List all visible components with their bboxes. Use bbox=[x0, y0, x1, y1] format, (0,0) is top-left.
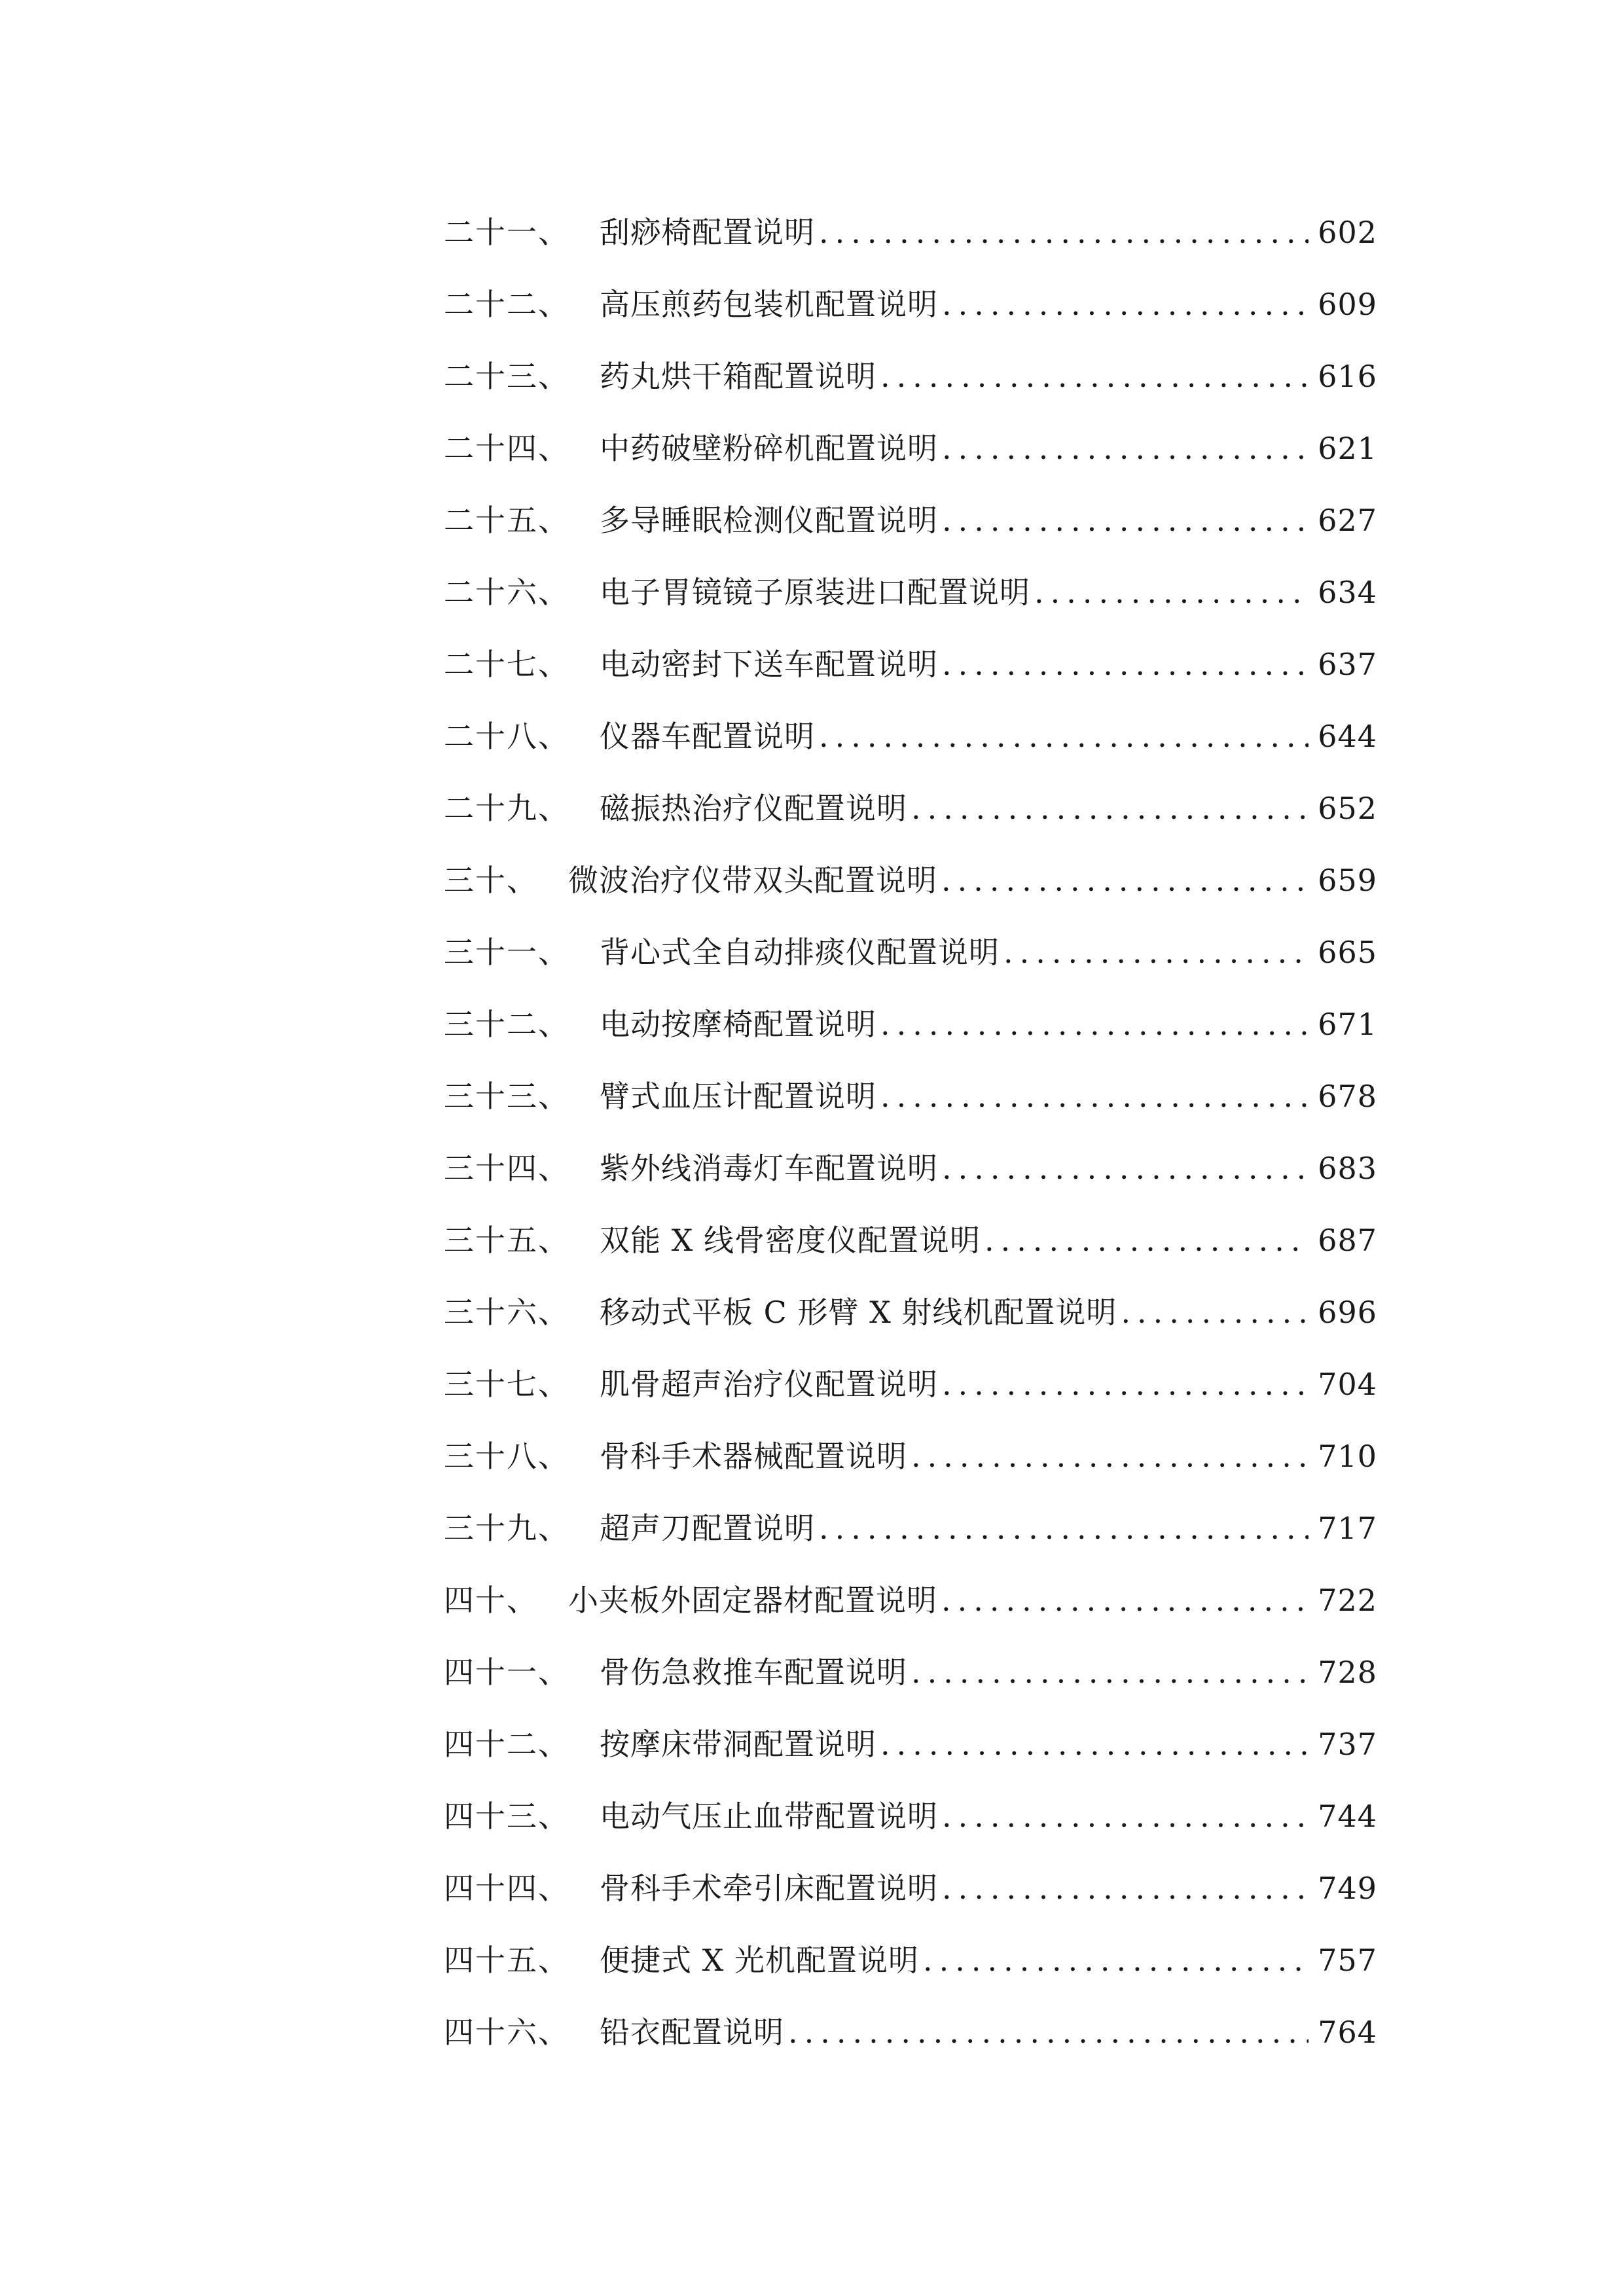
toc-entry-title: 肌骨超声治疗仪配置说明 bbox=[600, 1367, 938, 1402]
toc-entry-page: 634 bbox=[1318, 575, 1377, 610]
toc-entry-number: 二十五、 bbox=[444, 503, 569, 538]
toc-entry-page: 644 bbox=[1318, 719, 1377, 754]
toc-entry-number: 三十五、 bbox=[444, 1223, 569, 1258]
toc-entry-title: 超声刀配置说明 bbox=[600, 1511, 815, 1546]
toc-entry-page: 652 bbox=[1318, 791, 1377, 826]
toc-entry-number: 四十、 bbox=[444, 1583, 538, 1618]
toc-entry-title: 药丸烘干箱配置说明 bbox=[600, 359, 876, 394]
toc-entry[interactable] bbox=[444, 1564, 1377, 1636]
toc-entry-page: 749 bbox=[1318, 1871, 1377, 1906]
toc-entry-number: 二十二、 bbox=[444, 287, 569, 322]
toc-entry[interactable] bbox=[444, 1996, 1377, 2068]
dot-leader bbox=[819, 700, 1308, 772]
dot-leader bbox=[942, 1780, 1308, 1852]
toc-entry-page: 744 bbox=[1318, 1799, 1377, 1834]
dot-leader bbox=[911, 772, 1308, 844]
dot-leader bbox=[788, 1996, 1308, 2068]
toc-entry-page: 710 bbox=[1318, 1439, 1377, 1474]
toc-entry-page: 696 bbox=[1318, 1295, 1377, 1330]
dot-leader bbox=[942, 1132, 1308, 1204]
toc-entry-number: 三十三、 bbox=[444, 1079, 569, 1114]
toc-entry[interactable] bbox=[444, 1780, 1377, 1852]
toc-entry[interactable] bbox=[444, 412, 1377, 484]
toc-entry-number: 三十六、 bbox=[444, 1295, 569, 1330]
toc-entry[interactable] bbox=[444, 1708, 1377, 1780]
toc-entry-number: 四十一、 bbox=[444, 1655, 569, 1690]
toc-entry[interactable] bbox=[444, 340, 1377, 412]
toc-entry[interactable] bbox=[444, 1636, 1377, 1708]
toc-entry-number: 二十九、 bbox=[444, 791, 569, 826]
toc-entry-title: 移动式平板 C 形臂 X 射线机配置说明 bbox=[600, 1295, 1117, 1330]
toc-entry-number: 三十、 bbox=[444, 863, 538, 898]
dot-leader bbox=[942, 628, 1308, 700]
dot-leader bbox=[942, 1852, 1308, 1924]
dot-leader bbox=[880, 1060, 1308, 1132]
toc-entry[interactable] bbox=[444, 772, 1377, 844]
dot-leader bbox=[911, 1420, 1308, 1492]
toc-entry-page: 637 bbox=[1318, 647, 1377, 682]
toc-entry-title: 臂式血压计配置说明 bbox=[600, 1079, 876, 1114]
toc-entry-title: 电动密封下送车配置说明 bbox=[600, 647, 938, 682]
dot-leader bbox=[1034, 556, 1308, 628]
dot-leader bbox=[942, 484, 1308, 556]
toc-entry-title: 骨伤急救推车配置说明 bbox=[600, 1655, 907, 1690]
toc-entry-title: 双能 X 线骨密度仪配置说明 bbox=[600, 1223, 981, 1258]
toc-entry-page: 704 bbox=[1318, 1367, 1377, 1402]
toc-entry-page: 671 bbox=[1318, 1007, 1377, 1042]
toc-entry-title: 仪器车配置说明 bbox=[600, 719, 815, 754]
dot-leader bbox=[942, 412, 1308, 484]
toc-entry-page: 764 bbox=[1318, 2015, 1377, 2050]
toc-entry[interactable] bbox=[444, 196, 1377, 268]
toc-entry[interactable] bbox=[444, 1204, 1377, 1276]
toc-entry[interactable] bbox=[444, 988, 1377, 1060]
toc-entry-page: 665 bbox=[1318, 935, 1377, 970]
toc-entry[interactable] bbox=[444, 1348, 1377, 1420]
toc-entry[interactable] bbox=[444, 628, 1377, 700]
toc-entry-page: 737 bbox=[1318, 1727, 1377, 1762]
toc-entry-number: 三十四、 bbox=[444, 1151, 569, 1186]
toc-entry-title: 骨科手术牵引床配置说明 bbox=[600, 1871, 938, 1906]
toc-entry-title: 高压煎药包装机配置说明 bbox=[600, 287, 938, 322]
toc-entry-page: 621 bbox=[1318, 431, 1377, 466]
toc-entry-page: 757 bbox=[1318, 1943, 1377, 1978]
dot-leader bbox=[941, 844, 1308, 916]
toc-entry-title: 电子胃镜镜子原装进口配置说明 bbox=[600, 575, 1030, 610]
toc-entry-number: 二十八、 bbox=[444, 719, 569, 754]
toc-entry-title: 便捷式 X 光机配置说明 bbox=[600, 1943, 919, 1978]
toc-entry-title: 电动气压止血带配置说明 bbox=[600, 1799, 938, 1834]
toc-entry[interactable] bbox=[444, 1132, 1377, 1204]
table-of-contents bbox=[444, 196, 1377, 2068]
toc-entry-title: 电动按摩椅配置说明 bbox=[600, 1007, 876, 1042]
toc-entry-page: 602 bbox=[1318, 215, 1377, 250]
toc-entry-page: 627 bbox=[1318, 503, 1377, 538]
toc-entry-title: 骨科手术器械配置说明 bbox=[600, 1439, 907, 1474]
toc-entry[interactable] bbox=[444, 1492, 1377, 1564]
toc-entry-page: 678 bbox=[1318, 1079, 1377, 1114]
toc-entry-number: 四十五、 bbox=[444, 1943, 569, 1978]
toc-entry[interactable] bbox=[444, 844, 1377, 916]
toc-entry-number: 三十八、 bbox=[444, 1439, 569, 1474]
toc-entry-page: 616 bbox=[1318, 359, 1377, 394]
toc-entry-title: 多导睡眠检测仪配置说明 bbox=[600, 503, 938, 538]
toc-entry[interactable] bbox=[444, 1276, 1377, 1348]
toc-entry-number: 四十二、 bbox=[444, 1727, 569, 1762]
toc-entry[interactable] bbox=[444, 916, 1377, 988]
toc-entry-number: 三十九、 bbox=[444, 1511, 569, 1546]
toc-entry-title: 按摩床带洞配置说明 bbox=[600, 1727, 876, 1762]
toc-entry[interactable] bbox=[444, 1924, 1377, 1996]
dot-leader bbox=[942, 268, 1308, 340]
toc-entry-page: 683 bbox=[1318, 1151, 1377, 1186]
toc-entry-number: 三十七、 bbox=[444, 1367, 569, 1402]
dot-leader bbox=[984, 1204, 1308, 1276]
toc-entry-number: 二十七、 bbox=[444, 647, 569, 682]
toc-entry-title: 中药破壁粉碎机配置说明 bbox=[600, 431, 938, 466]
toc-entry-page: 609 bbox=[1318, 287, 1377, 322]
dot-leader bbox=[911, 1636, 1308, 1708]
dot-leader bbox=[941, 1564, 1308, 1636]
toc-entry-number: 四十三、 bbox=[444, 1799, 569, 1834]
toc-entry-title: 微波治疗仪带双头配置说明 bbox=[568, 863, 937, 898]
toc-entry-title: 刮痧椅配置说明 bbox=[600, 215, 815, 250]
toc-entry-number: 二十一、 bbox=[444, 215, 569, 250]
toc-entry[interactable] bbox=[444, 1060, 1377, 1132]
toc-entry-page: 722 bbox=[1318, 1583, 1377, 1618]
dot-leader bbox=[942, 1348, 1308, 1420]
toc-entry[interactable] bbox=[444, 556, 1377, 628]
toc-entry-title: 铅衣配置说明 bbox=[600, 2015, 784, 2050]
toc-entry[interactable] bbox=[444, 700, 1377, 772]
dot-leader bbox=[880, 1708, 1308, 1780]
dot-leader bbox=[880, 988, 1308, 1060]
toc-entry-title: 磁振热治疗仪配置说明 bbox=[600, 791, 907, 826]
toc-entry-page: 728 bbox=[1318, 1655, 1377, 1690]
dot-leader bbox=[819, 1492, 1308, 1564]
toc-entry[interactable] bbox=[444, 1420, 1377, 1492]
toc-entry-page: 717 bbox=[1318, 1511, 1377, 1546]
toc-entry[interactable] bbox=[444, 484, 1377, 556]
toc-entry-title: 背心式全自动排痰仪配置说明 bbox=[600, 935, 1000, 970]
toc-entry[interactable] bbox=[444, 1852, 1377, 1924]
toc-entry-page: 659 bbox=[1318, 863, 1377, 898]
dot-leader bbox=[819, 196, 1308, 268]
dot-leader bbox=[1121, 1276, 1308, 1348]
toc-entry[interactable] bbox=[444, 268, 1377, 340]
toc-entry-number: 三十一、 bbox=[444, 935, 569, 970]
toc-entry-number: 三十二、 bbox=[444, 1007, 569, 1042]
toc-entry-number: 四十六、 bbox=[444, 2015, 569, 2050]
toc-entry-number: 二十六、 bbox=[444, 575, 569, 610]
toc-entry-page: 687 bbox=[1318, 1223, 1377, 1258]
dot-leader bbox=[1003, 916, 1308, 988]
toc-entry-number: 二十四、 bbox=[444, 431, 569, 466]
dot-leader bbox=[923, 1924, 1308, 1996]
toc-entry-title: 小夹板外固定器材配置说明 bbox=[568, 1583, 937, 1618]
toc-entry-title: 紫外线消毒灯车配置说明 bbox=[600, 1151, 938, 1186]
toc-entry-number: 四十四、 bbox=[444, 1871, 569, 1906]
dot-leader bbox=[880, 340, 1308, 412]
toc-entry-number: 二十三、 bbox=[444, 359, 569, 394]
